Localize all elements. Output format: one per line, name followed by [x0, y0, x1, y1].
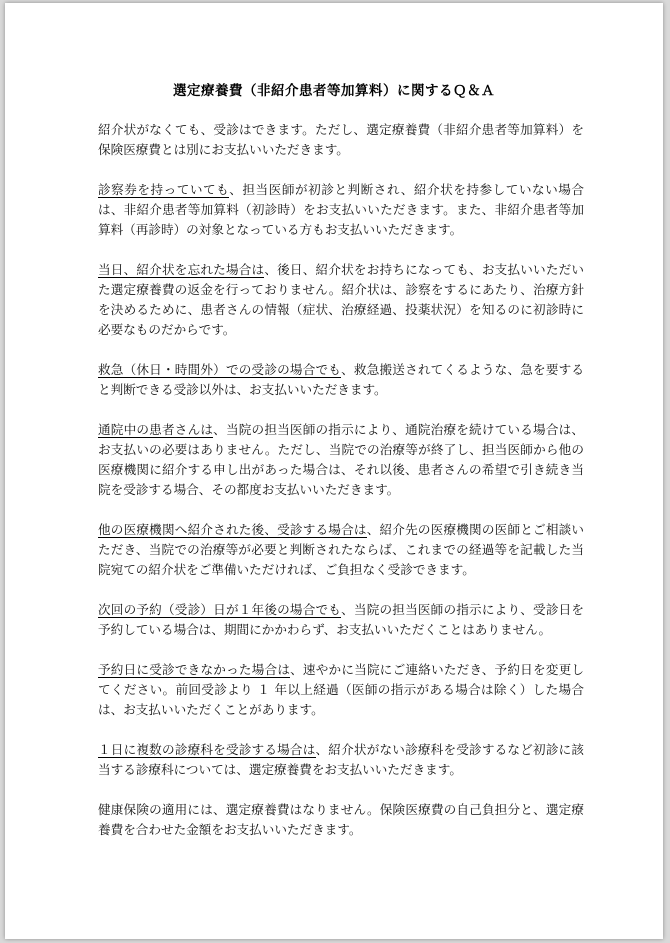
qa-paragraph	[98, 520, 584, 580]
qa-paragraph	[98, 360, 584, 400]
qa-question: １日に複数の診療科を受診する場合は	[98, 742, 316, 757]
qa-answer: 、当院の担当医師の指示により、通院治療を続けている場合は、お支払いの必要はありません。ただし、当院での治療等が終了し、担当医師から他の医療機関に紹介する申し出があった場合は、それ以後、患者さんの希望で引き続き当院を受診する場合、その都度お支払いいただきます。	[98, 422, 585, 497]
qa-question: 診察券を持っていても	[98, 182, 230, 197]
qa-paragraph	[98, 260, 584, 340]
qa-paragraph	[98, 660, 584, 720]
qa-paragraph	[98, 180, 584, 240]
qa-answer: 、紹介先の医療機関の医師とご相談いただき、当院での治療等が必要と判断されたならば、これまでの経過等を記載した当院宛ての紹介状をご準備いただければ、ご負担なく受診できます。	[98, 522, 585, 577]
qa-answer: 、速やかに当院にご連絡いただき、予約日を変更してください。前回受診より １ 年以上経過（医師の指示がある場合は除く）した場合は、お支払いいただくことがあります。	[98, 662, 584, 717]
qa-answer: 、救急搬送されてくるような、急を要すると判断できる受診以外は、お支払いいただきます。	[98, 362, 585, 397]
qa-paragraph	[98, 600, 584, 640]
qa-answer: 健康保険の適用には、選定療養費はなりません。保険医療費の自己負担分と、選定療養費を合わせた金額をお支払いいただきます。	[98, 802, 584, 837]
qa-paragraph	[98, 800, 584, 840]
qa-question: 当日、紹介状を忘れた場合は	[98, 262, 265, 277]
document-page	[5, 3, 663, 939]
qa-answer: 紹介状がなくても、受診はできます。ただし、選定療養費（非紹介患者等加算料）を保険医療費とは別にお支払いいただきます。	[98, 122, 584, 157]
qa-question: 予約日に受診できなかった場合は	[98, 662, 291, 677]
qa-answer: 、担当医師が初診と判断され、紹介状を持参していない場合は、非紹介患者等加算料（初診時）をお支払いいただきます。また、非紹介患者等加算料（再診時）の対象となっている方もお支払いいただきます。	[98, 182, 584, 237]
qa-paragraph	[98, 420, 584, 500]
qa-question: 次回の予約（受診）日が１年後の場合でも	[98, 602, 342, 617]
page-title: 選定療養費（非紹介患者等加算料）に関するＱ＆Ａ	[173, 83, 495, 99]
qa-answer: 、紹介状がない診療科を受診するなど初診に該当する診療科については、選定療養費をお支払いいただきます。	[98, 742, 585, 777]
qa-paragraph	[98, 120, 584, 160]
qa-paragraph	[98, 740, 584, 780]
qa-question: 通院中の患者さんは	[98, 422, 214, 437]
qa-question: 他の医療機関へ紹介された後、受診する場合は	[98, 522, 367, 537]
qa-answer: 、当院の担当医師の指示により、受診日を予約している場合は、期間にかかわらず、お支払いいただくことはありません。	[98, 602, 585, 637]
qa-question: 救急（休日・時間外）での受診の場合でも	[98, 362, 342, 377]
qa-body	[98, 120, 584, 860]
qa-answer: 、後日、紹介状をお持ちになっても、お支払いいただいた選定療養費の返金を行っておりません。紹介状は、診察をするにあたり、治療方針を決めるために、患者さんの情報（症状、治療経過、投薬状況）を知るのに初診時に必要なものだからです。	[98, 262, 585, 337]
